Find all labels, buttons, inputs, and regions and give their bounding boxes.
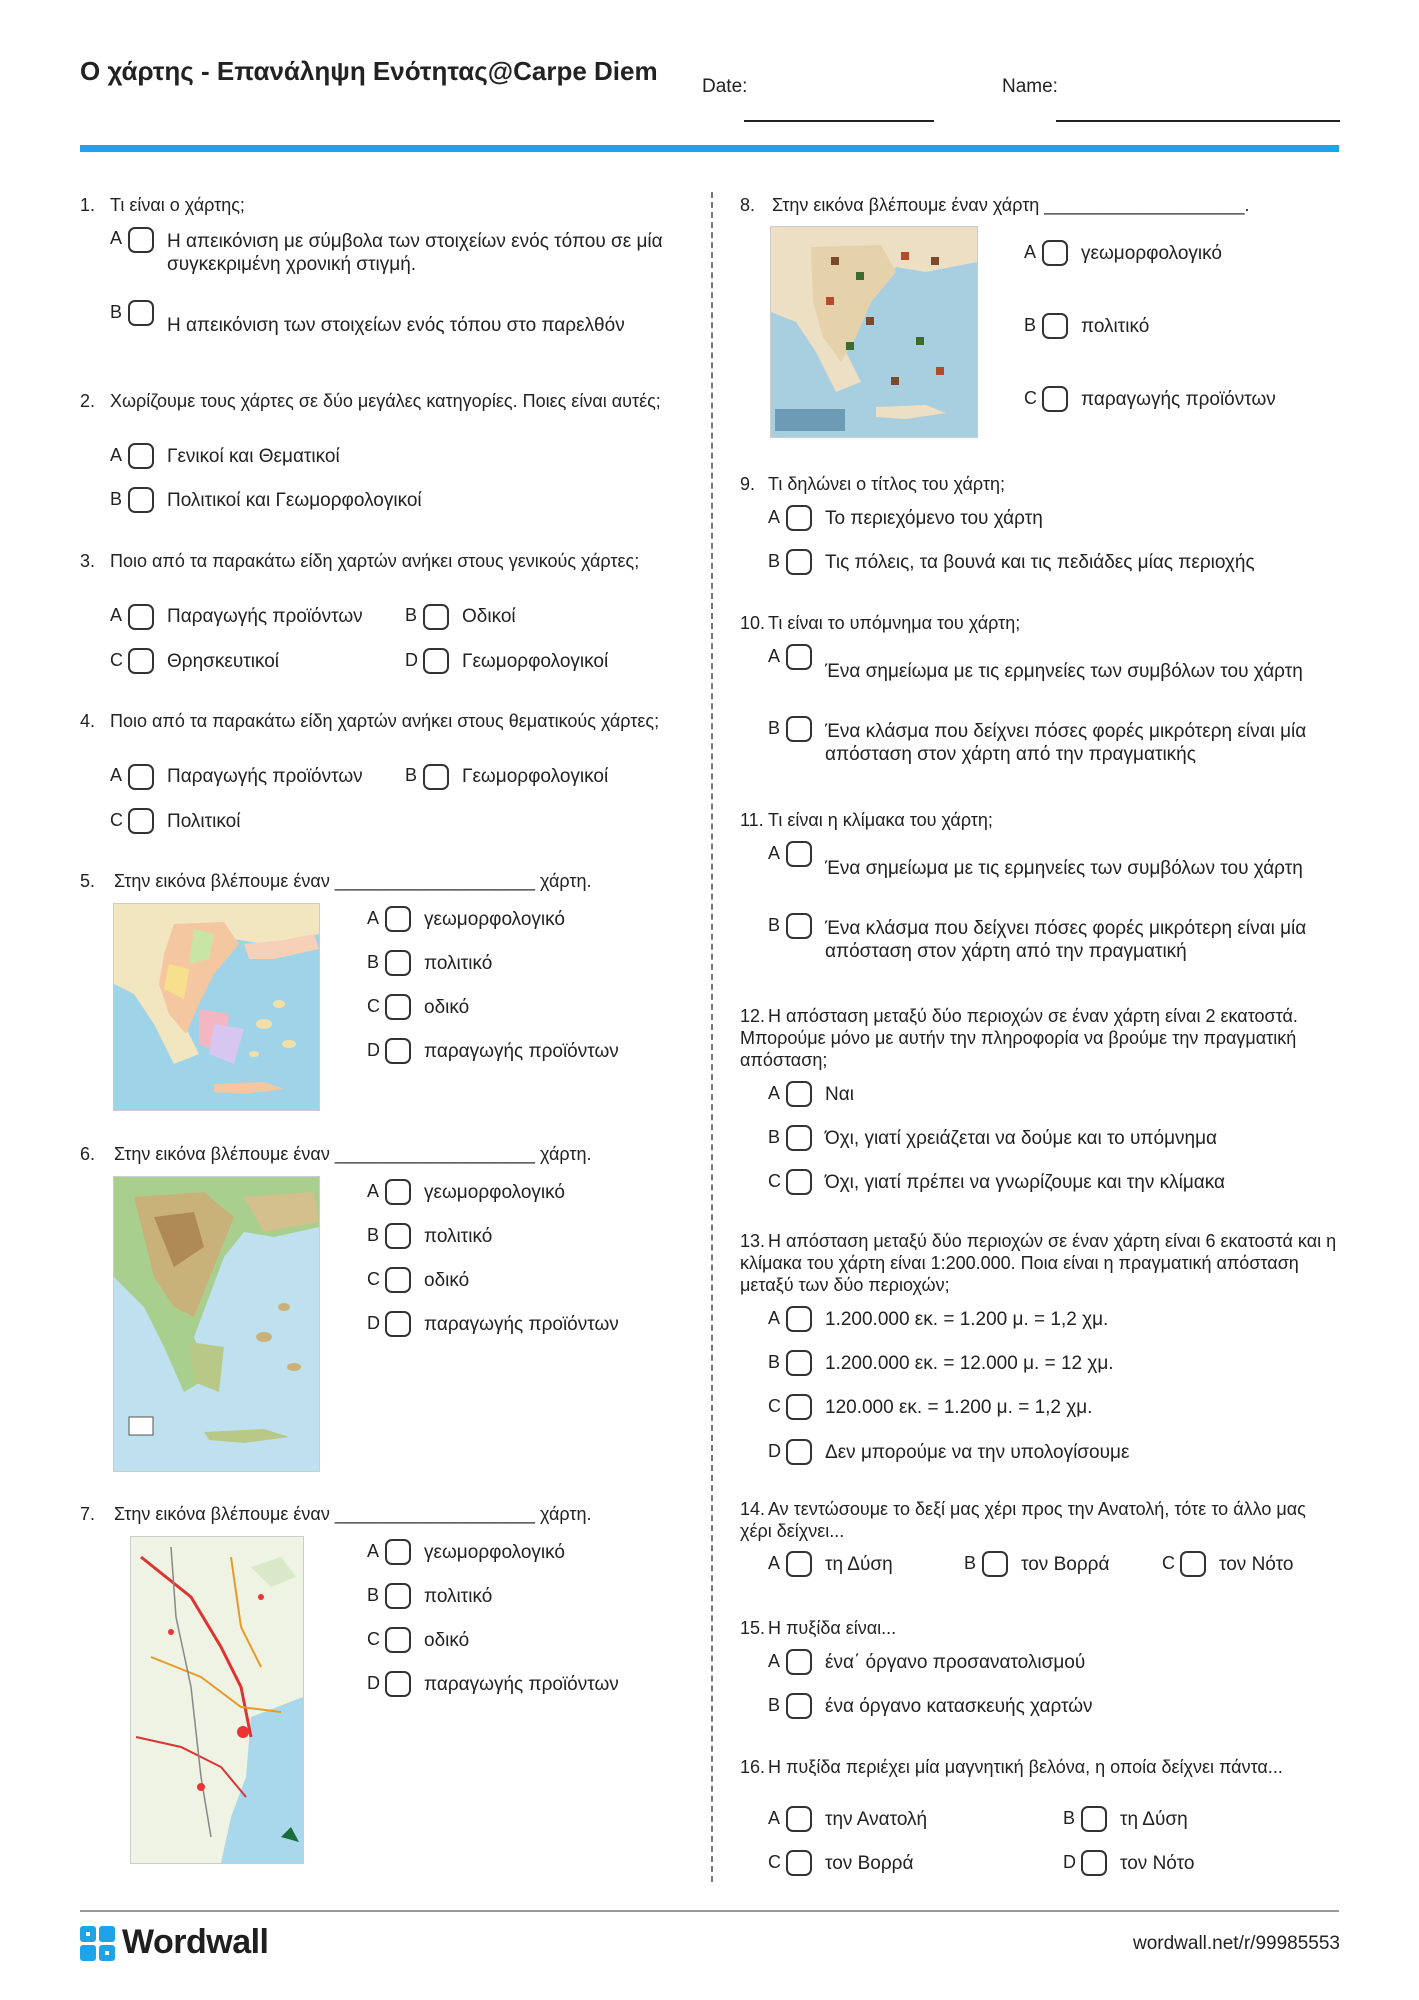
- option-text: Γεωμορφολογικοί: [462, 651, 609, 672]
- option-text: γεωμορφολογικό: [1081, 243, 1222, 264]
- option-letter: D: [367, 1040, 380, 1060]
- option-text: τον Νότο: [1219, 1554, 1294, 1575]
- option-letter: C: [1162, 1553, 1175, 1573]
- checkbox-q9-b[interactable]: [786, 549, 812, 575]
- question-13: 13. Η απόσταση μεταξύ δύο περιοχών σε έναν χάρτη είναι 6 εκατοστά και η κλίμακα του χάρτη είναι 1:200.000. Ποια είναι η πραγματική απόσταση μεταξύ των δύο περιοχών;: [740, 1231, 1337, 1295]
- name-line[interactable]: [1056, 120, 1340, 122]
- checkbox-q13-a[interactable]: [786, 1306, 812, 1332]
- option-letter: A: [110, 605, 123, 625]
- option-letter: A: [1024, 242, 1037, 262]
- checkbox-q12-c[interactable]: [786, 1169, 812, 1195]
- option-letter: B: [405, 765, 418, 785]
- header-rule: [80, 145, 1339, 152]
- checkbox-q15-a[interactable]: [786, 1649, 812, 1675]
- question-11: 11. Τι είναι η κλίμακα του χάρτη;: [740, 810, 993, 830]
- option-text: οδικό: [424, 1630, 470, 1651]
- option-text: Η απεικόνιση με σύμβολα των στοιχείων ενός τόπου σε μία συγκεκριμένη χρονική στιγμή.: [167, 231, 663, 275]
- option-text: Γενικοί και Θεματικοί: [167, 446, 340, 467]
- checkbox-q14-a[interactable]: [786, 1551, 812, 1577]
- option-text: Όχι, γιατί πρέπει να γνωρίζουμε και την κλίμακα: [825, 1172, 1226, 1193]
- option-letter: C: [110, 810, 123, 830]
- option-letter: A: [768, 1308, 781, 1328]
- option-text: ένα΄ όργανο προσανατολισμού: [825, 1652, 1086, 1673]
- option-letter: A: [367, 1541, 380, 1561]
- option-text: Πολιτικοί και Γεωμορφολογικοί: [167, 490, 422, 511]
- option-text: Ένα κλάσμα που δείχνει πόσες φορές μικρότερη είναι μία απόσταση στον χάρτη από την πραγματική: [825, 918, 1307, 962]
- option-text: Δεν μπορούμε να την υπολογίσουμε: [825, 1442, 1130, 1463]
- option-letter: C: [367, 1629, 380, 1649]
- checkbox-q8-c[interactable]: [1042, 386, 1068, 412]
- checkbox-q8-a[interactable]: [1042, 240, 1068, 266]
- option-text: Το περιεχόμενο του χάρτη: [825, 508, 1043, 529]
- option-text: τον Βορρά: [825, 1853, 914, 1874]
- products-map-image: [770, 226, 978, 438]
- date-line[interactable]: [744, 120, 934, 122]
- checkbox-q15-b[interactable]: [786, 1693, 812, 1719]
- date-label: Date:: [702, 76, 748, 97]
- option-letter: B: [964, 1553, 977, 1573]
- option-text: πολιτικό: [424, 1586, 493, 1607]
- checkbox-q14-b[interactable]: [982, 1551, 1008, 1577]
- option-text: Πολιτικοί: [167, 811, 241, 832]
- checkbox-q3-c[interactable]: [128, 648, 154, 674]
- road-map-image: [130, 1536, 304, 1864]
- checkbox-q3-a[interactable]: [128, 604, 154, 630]
- checkbox-q6-d[interactable]: [385, 1311, 411, 1337]
- checkbox-q3-b[interactable]: [423, 604, 449, 630]
- checkbox-q12-b[interactable]: [786, 1125, 812, 1151]
- checkbox-q11-a[interactable]: [786, 841, 812, 867]
- checkbox-q16-c[interactable]: [786, 1850, 812, 1876]
- checkbox-q13-d[interactable]: [786, 1439, 812, 1465]
- checkbox-q6-b[interactable]: [385, 1223, 411, 1249]
- checkbox-q14-c[interactable]: [1180, 1551, 1206, 1577]
- checkbox-q7-b[interactable]: [385, 1583, 411, 1609]
- option-text: Τις πόλεις, τα βουνά και τις πεδιάδες μίας περιοχής: [825, 552, 1255, 573]
- option-text: Ένα σημείωμα με τις ερμηνείες των συμβόλων του χάρτη: [825, 661, 1303, 682]
- checkbox-q6-a[interactable]: [385, 1179, 411, 1205]
- footer-url[interactable]: wordwall.net/r/99985553: [1132, 1933, 1340, 1954]
- option-letter: A: [110, 228, 123, 248]
- option-letter: D: [367, 1313, 380, 1333]
- option-letter: C: [110, 650, 123, 670]
- question-7: 7. Στην εικόνα βλέπουμε έναν ____________________ χάρτη.: [80, 1504, 592, 1524]
- option-letter: D: [367, 1673, 380, 1693]
- political-map-image: [113, 903, 320, 1111]
- option-text: παραγωγής προϊόντων: [424, 1041, 619, 1062]
- option-letter: B: [768, 551, 781, 571]
- wordwall-logo-icon: [80, 1926, 116, 1962]
- checkbox-q1-b[interactable]: [128, 300, 154, 326]
- option-text: Ένα κλάσμα που δείχνει πόσες φορές μικρότερη είναι μία απόσταση στον χάρτη από την πραγματικής: [825, 721, 1307, 765]
- checkbox-q5-c[interactable]: [385, 994, 411, 1020]
- checkbox-q16-b[interactable]: [1081, 1806, 1107, 1832]
- checkbox-q8-b[interactable]: [1042, 313, 1068, 339]
- option-letter: B: [768, 1352, 781, 1372]
- option-text: τη Δύση: [1120, 1809, 1188, 1830]
- option-letter: A: [367, 1181, 380, 1201]
- checkbox-q7-a[interactable]: [385, 1539, 411, 1565]
- option-letter: D: [1063, 1852, 1076, 1872]
- checkbox-q5-d[interactable]: [385, 1038, 411, 1064]
- checkbox-q7-c[interactable]: [385, 1627, 411, 1653]
- question-4: 4. Ποιο από τα παρακάτω είδη χαρτών ανήκει στους θεματικούς χάρτες;: [80, 711, 660, 731]
- option-letter: B: [367, 1225, 380, 1245]
- option-text: πολιτικό: [1081, 316, 1150, 337]
- checkbox-q3-d[interactable]: [423, 648, 449, 674]
- option-letter: C: [768, 1852, 781, 1872]
- option-text: Γεωμορφολογικοί: [462, 766, 609, 787]
- checkbox-q13-c[interactable]: [786, 1394, 812, 1420]
- question-6: 6. Στην εικόνα βλέπουμε έναν ____________________ χάρτη.: [80, 1144, 592, 1164]
- option-letter: B: [768, 1695, 781, 1715]
- option-letter: B: [405, 605, 418, 625]
- question-15: 15. Η πυξίδα είναι...: [740, 1618, 897, 1638]
- option-letter: A: [768, 843, 781, 863]
- option-text: πολιτικό: [424, 1226, 493, 1247]
- question-16: 16. Η πυξίδα περιέχει μία μαγνητική βελόνα, η οποία δείχνει πάντα...: [740, 1757, 1283, 1777]
- option-text: οδικό: [424, 1270, 470, 1291]
- option-letter: A: [768, 646, 781, 666]
- checkbox-q4-a[interactable]: [128, 764, 154, 790]
- option-letter: A: [367, 908, 380, 928]
- question-12: 12. Η απόσταση μεταξύ δύο περιοχών σε έναν χάρτη είναι 2 εκατοστά. Μπορούμε μόνο με αυτήν την πληροφορία να βρούμε την πραγματική απόσταση;: [740, 1006, 1298, 1070]
- option-text: 1.200.000 εκ. = 12.000 μ. = 12 χμ.: [825, 1353, 1114, 1374]
- checkbox-q5-b[interactable]: [385, 950, 411, 976]
- option-letter: A: [768, 1808, 781, 1828]
- checkbox-q6-c[interactable]: [385, 1267, 411, 1293]
- option-letter: B: [367, 1585, 380, 1605]
- checkbox-q4-b[interactable]: [423, 764, 449, 790]
- option-letter: B: [768, 718, 781, 738]
- checkbox-q10-b[interactable]: [786, 716, 812, 742]
- question-8: 8. Στην εικόνα βλέπουμε έναν χάρτη ____________________.: [740, 195, 1250, 215]
- option-letter: A: [768, 1651, 781, 1671]
- option-letter: B: [768, 915, 781, 935]
- option-letter: A: [768, 1083, 781, 1103]
- option-text: Θρησκευτικοί: [167, 651, 280, 672]
- checkbox-q2-b[interactable]: [128, 487, 154, 513]
- option-text: γεωμορφολογικό: [424, 1182, 565, 1203]
- option-letter: B: [1024, 315, 1037, 335]
- option-letter: D: [405, 650, 418, 670]
- option-letter: C: [367, 1269, 380, 1289]
- question-9: 9. Τι δηλώνει ο τίτλος του χάρτη;: [740, 474, 1005, 494]
- option-text: Όχι, γιατί χρειάζεται να δούμε και το υπόμνημα: [825, 1128, 1218, 1149]
- question-1: 1. Τι είναι ο χάρτης;: [80, 195, 245, 215]
- question-2: 2. Χωρίζουμε τους χάρτες σε δύο μεγάλες κατηγορίες. Ποιες είναι αυτές;: [80, 391, 661, 411]
- checkbox-q1-a[interactable]: [128, 227, 154, 253]
- checkbox-q2-a[interactable]: [128, 443, 154, 469]
- option-text: τον Βορρά: [1021, 1554, 1110, 1575]
- question-3: 3. Ποιο από τα παρακάτω είδη χαρτών ανήκει στους γενικούς χάρτες;: [80, 551, 640, 571]
- checkbox-q7-d[interactable]: [385, 1671, 411, 1697]
- question-10: 10. Τι είναι το υπόμνημα του χάρτη;: [740, 613, 1021, 633]
- checkbox-q11-b[interactable]: [786, 913, 812, 939]
- option-letter: C: [367, 996, 380, 1016]
- checkbox-q12-a[interactable]: [786, 1081, 812, 1107]
- option-letter: A: [110, 445, 123, 465]
- option-text: παραγωγής προϊόντων: [424, 1674, 619, 1695]
- option-text: παραγωγής προϊόντων: [424, 1314, 619, 1335]
- option-text: Η απεικόνιση των στοιχείων ενός τόπου στο παρελθόν: [167, 315, 625, 336]
- option-text: Ναι: [825, 1084, 854, 1105]
- option-letter: D: [768, 1441, 781, 1461]
- checkbox-q16-a[interactable]: [786, 1806, 812, 1832]
- option-letter: B: [1063, 1808, 1076, 1828]
- option-text: παραγωγής προϊόντων: [1081, 389, 1276, 410]
- option-text: 120.000 εκ. = 1.200 μ. = 1,2 χμ.: [825, 1397, 1093, 1418]
- option-text: ένα όργανο κατασκευής χαρτών: [825, 1696, 1093, 1717]
- option-letter: B: [768, 1127, 781, 1147]
- option-text: Ένα σημείωμα με τις ερμηνείες των συμβόλων του χάρτη: [825, 858, 1303, 879]
- question-5: 5. Στην εικόνα βλέπουμε έναν ____________________ χάρτη.: [80, 871, 592, 891]
- option-text: γεωμορφολογικό: [424, 1542, 565, 1563]
- checkbox-q16-d[interactable]: [1081, 1850, 1107, 1876]
- option-letter: A: [768, 1553, 781, 1573]
- checkbox-q5-a[interactable]: [385, 906, 411, 932]
- page-title: Ο χάρτης - Επανάληψη Ενότητας@Carpe Diem: [80, 56, 658, 86]
- option-text: τον Νότο: [1120, 1853, 1195, 1874]
- option-letter: B: [110, 489, 123, 509]
- option-text: οδικό: [424, 997, 470, 1018]
- name-label: Name:: [1002, 76, 1058, 97]
- option-text: Οδικοί: [462, 606, 516, 627]
- checkbox-q13-b[interactable]: [786, 1350, 812, 1376]
- wordwall-logo-text: Wordwall: [122, 1923, 269, 1961]
- option-letter: A: [110, 765, 123, 785]
- option-letter: B: [367, 952, 380, 972]
- option-letter: B: [110, 302, 123, 322]
- option-letter: C: [768, 1171, 781, 1191]
- option-text: την Ανατολή: [825, 1809, 928, 1830]
- option-text: τη Δύση: [825, 1554, 893, 1575]
- option-text: γεωμορφολογικό: [424, 909, 565, 930]
- option-text: Παραγωγής προϊόντων: [167, 606, 363, 627]
- question-14: 14. Αν τεντώσουμε το δεξί μας χέρι προς την Ανατολή, τότε το άλλο μας χέρι δείχνει...: [740, 1499, 1306, 1541]
- option-text: Παραγωγής προϊόντων: [167, 766, 363, 787]
- option-letter: A: [768, 507, 781, 527]
- option-text: 1.200.000 εκ. = 1.200 μ. = 1,2 χμ.: [825, 1309, 1109, 1330]
- checkbox-q4-c[interactable]: [128, 808, 154, 834]
- geomorphological-map-image: [113, 1176, 320, 1472]
- checkbox-q10-a[interactable]: [786, 644, 812, 670]
- checkbox-q9-a[interactable]: [786, 505, 812, 531]
- option-letter: C: [1024, 388, 1037, 408]
- option-text: πολιτικό: [424, 953, 493, 974]
- option-letter: C: [768, 1396, 781, 1416]
- column-divider: [711, 192, 713, 1882]
- footer-rule: [80, 1910, 1339, 1912]
